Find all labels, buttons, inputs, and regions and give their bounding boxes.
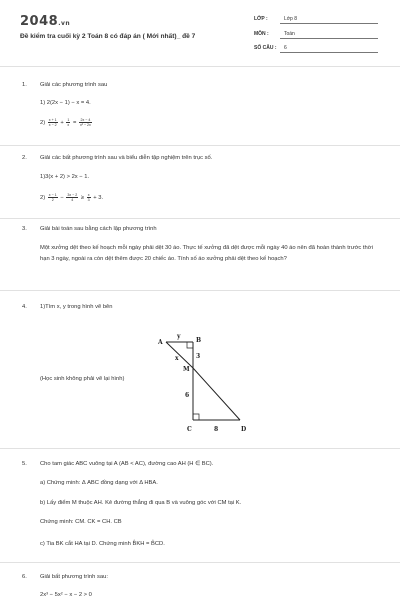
q1-part-2 xyxy=(40,118,93,127)
numerator: 2x − 4 xyxy=(80,118,91,122)
right-angle-mark-b xyxy=(187,342,193,348)
q4-note: (Học sinh không phải vẽ lại hình) xyxy=(40,376,125,382)
question-text: Giải các bất phương trình sau và biểu diễn tập nghiệm trên trục số. xyxy=(40,155,213,161)
q2-part-2-tail: + 3. xyxy=(93,195,104,202)
section-divider xyxy=(0,562,400,563)
section-divider xyxy=(0,145,400,146)
numerator: 3x − 2 xyxy=(67,193,78,197)
geometry-figure xyxy=(150,330,260,440)
denominator: x² − 2x xyxy=(79,123,91,127)
question-text: 1)Tìm x, y trong hình vẽ bên xyxy=(40,304,113,310)
subject-value: Toán xyxy=(284,31,295,37)
class-underline xyxy=(280,23,378,24)
q5-part-b2: Chứng minh: CM. CK = CH. CB xyxy=(40,519,122,525)
label-m: M xyxy=(183,366,190,373)
question-number: 1. xyxy=(22,82,27,88)
numerator: x xyxy=(87,193,90,197)
label-8: 8 xyxy=(214,426,219,433)
q2-part-1: 1)3(x + 2) > 2x − 1. xyxy=(40,174,90,180)
logo-main: 2048 xyxy=(20,14,59,29)
class-label: LỚP : xyxy=(254,16,268,22)
document-header xyxy=(0,0,400,70)
question-text: Giải bất phương trình sau: xyxy=(40,574,108,580)
numerator: x + 1 xyxy=(48,118,57,122)
label-b: B xyxy=(196,337,202,344)
fraction xyxy=(66,193,78,202)
question-number: 5. xyxy=(22,461,27,467)
logo-suffix: .vn xyxy=(58,20,71,27)
q3-paragraph: Một xưởng dệt theo kế hoạch mỗi ngày phải dệt 30 áo. Thực tế xưởng đã dệt được mỗi ngày 40 áo nên đã hoàn thành trước thời hạn 3 ngày, ngoài ra còn dệt thêm được 20 chiếc áo. Tính số áo xưởng phải dệt theo kế hoạch? xyxy=(40,245,373,262)
numerator: x − 1 xyxy=(48,193,57,197)
count-underline xyxy=(280,52,378,53)
denominator: 4 xyxy=(71,198,74,202)
count-label: SỐ CÂU : xyxy=(254,45,277,51)
q1-part-1: 1) 2(2x − 1) − x = 4. xyxy=(40,100,91,106)
question-number: 3. xyxy=(22,226,27,232)
subject-underline xyxy=(280,38,378,39)
question-text: Cho tam giác ABC vuông tại A (AB < AC), đường cao AH (H ∈ BC). xyxy=(40,461,214,467)
numerator: 1 xyxy=(67,118,70,122)
fraction xyxy=(48,193,58,202)
fraction xyxy=(48,118,58,127)
question-number: 2. xyxy=(22,155,27,161)
question-text: Giải các phương trình sau xyxy=(40,82,108,88)
document-title: Đề kiểm tra cuối kỳ 2 Toán 8 có đáp án ( Mới nhất)_ đề 7 xyxy=(20,33,196,40)
denominator: x − 2 xyxy=(48,123,57,127)
segment-am xyxy=(166,342,193,368)
section-divider xyxy=(0,448,400,449)
question-text: Giải bài toán sau bằng cách lập phương trình xyxy=(40,226,157,232)
header-divider xyxy=(0,66,400,67)
label-x: x xyxy=(175,355,179,362)
fraction xyxy=(66,118,70,127)
label-a: A xyxy=(158,339,163,346)
class-value: Lớp 8 xyxy=(284,16,298,22)
subject-label: MÔN : xyxy=(254,31,269,37)
q2-part-2-prefix: 2) xyxy=(40,195,46,202)
plus-sign: + xyxy=(60,120,64,127)
label-d: D xyxy=(241,426,247,433)
segment-md xyxy=(193,368,240,420)
denominator: 2 xyxy=(51,198,54,202)
denominator: 3 xyxy=(87,198,90,202)
site-logo[interactable] xyxy=(20,14,70,29)
denominator: x xyxy=(67,123,70,127)
section-divider xyxy=(0,218,400,219)
q6-expression: 2x³ − 5x² − x − 2 > 0 xyxy=(40,592,92,598)
fraction xyxy=(87,193,91,202)
q5-part-c: c) Tia BK cắt HA tại D. Chứng minh B̂KH = B̂CD. xyxy=(40,541,165,547)
ge-sign: ≥ xyxy=(80,195,85,202)
right-angle-mark-c xyxy=(193,414,199,420)
fraction xyxy=(79,118,92,127)
question-number: 4. xyxy=(22,304,27,310)
section-divider xyxy=(0,290,400,291)
count-value: 6 xyxy=(284,45,287,51)
label-y: y xyxy=(177,333,181,340)
label-3: 3 xyxy=(196,353,201,360)
q1-part-2-prefix: 2) xyxy=(40,120,46,127)
q2-part-2 xyxy=(40,193,103,202)
label-6: 6 xyxy=(185,392,190,399)
question-number: 6. xyxy=(22,574,27,580)
q5-part-b: b) Lấy điểm M thuộc AH. Kẻ đường thẳng đi qua B và vuông góc với CM tại K. xyxy=(40,500,242,506)
minus-sign: − xyxy=(60,195,64,202)
q5-part-a: a) Chứng minh: Δ ABC đồng dạng với Δ HBA. xyxy=(40,480,158,486)
label-c: C xyxy=(187,426,192,433)
equals-sign: = xyxy=(72,120,77,127)
